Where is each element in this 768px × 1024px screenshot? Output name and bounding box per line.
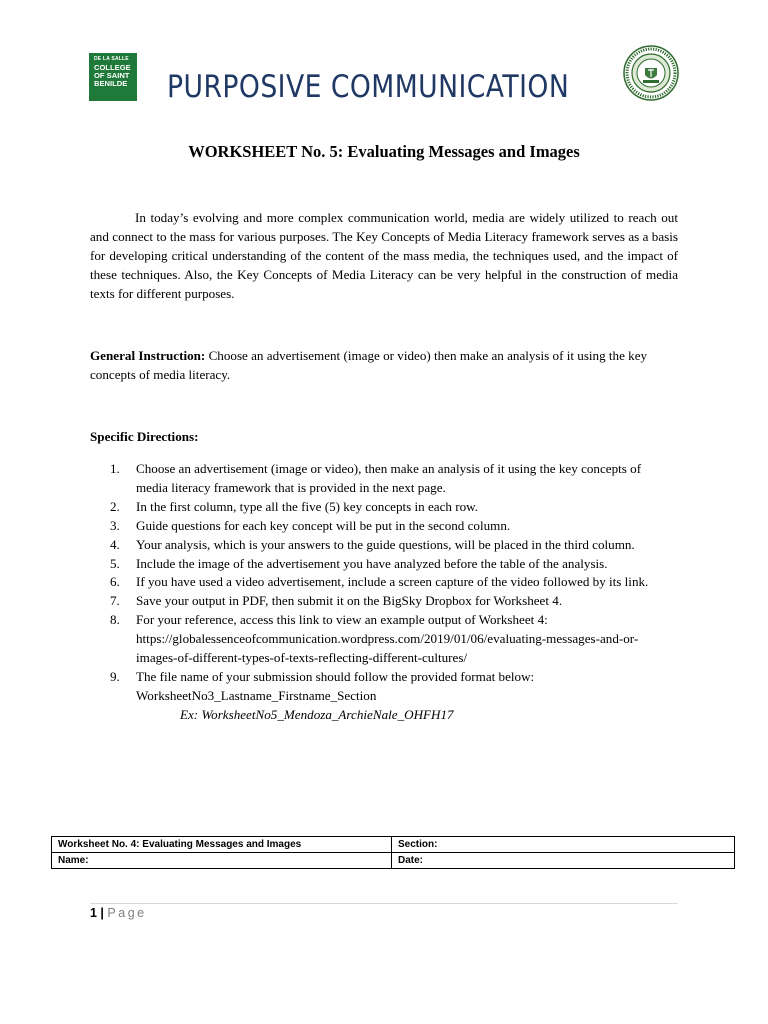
intro-paragraph: In today’s evolving and more complex communication world, media are widely utilized to reach out and connect to the mass for various purposes. The Key Concepts of Media Literacy framework serves as a basis for developing critical understanding of the content of the mass media, the techniques used, and the impact of these techniques. Also, the Key Concepts of Media Literacy can be very helpful in the construction of media texts for different purposes. [90, 210, 678, 301]
general-instruction-text: Choose an advertisement (image or video) then make an analysis of it using the key concepts of media literacy. [90, 348, 648, 382]
direction-text: Your analysis, which is your answers to the guide questions, will be placed in the third column. [136, 536, 635, 552]
course-title: PURPOSIVE COMMUNICATION [167, 69, 570, 105]
page-footer [90, 906, 147, 920]
page-separator: | [96, 906, 108, 920]
direction-text: Include the image of the advertisement you have analyzed before the table of the analysis. [136, 555, 608, 571]
reference-link[interactable]: https://globalessenceofcommunication.wordpress.com/2019/01/06/evaluating-messages-and-or- [136, 631, 639, 647]
student-info-table [51, 836, 735, 869]
logo-line-4: BENILDE [94, 79, 128, 89]
direction-item [110, 668, 685, 725]
direction-item [110, 498, 685, 517]
table-row [52, 837, 735, 853]
college-seal-icon [623, 45, 679, 101]
direction-text: The file name of your submission should follow the provided format below: [136, 668, 535, 684]
worksheet-title: WORKSHEET No. 5: Evaluating Messages and Images [188, 142, 580, 161]
direction-text: Save your output in PDF, then submit it on the BigSky Dropbox for Worksheet 4. [136, 593, 563, 609]
direction-number: 9. [110, 668, 120, 684]
direction-text: For your reference, access this link to view an example output of Worksheet 4: [136, 612, 548, 628]
table-row [52, 853, 735, 869]
direction-text: In the first column, type all the five (5) key concepts in each row. [136, 498, 479, 514]
direction-text: Guide questions for each key concept will be put in the second column. [136, 517, 511, 533]
direction-number: 7. [110, 593, 120, 609]
footer-divider [90, 903, 678, 904]
direction-item [110, 536, 685, 555]
filename-format: WorksheetNo3_Lastname_Firstname_Section [136, 687, 377, 703]
logo-line-2: COLLEGE [94, 63, 131, 73]
specific-directions-heading: Specific Directions: [90, 429, 199, 444]
name-field[interactable]: Name: [52, 853, 392, 869]
direction-item [110, 517, 685, 536]
logo-line-3: OF SAINT [94, 71, 130, 81]
direction-item [110, 592, 685, 611]
direction-item [110, 460, 685, 498]
direction-number: 4. [110, 536, 120, 552]
college-logo [89, 53, 137, 101]
direction-item [110, 555, 685, 574]
reference-link-continued[interactable]: images-of-different-types-of-texts-reflecting-different-cultures/ [136, 650, 468, 666]
worksheet-cell: Worksheet No. 4: Evaluating Messages and Images [52, 837, 392, 853]
page-label: Page [107, 906, 147, 920]
direction-number: 8. [110, 612, 120, 628]
general-instruction [90, 346, 678, 384]
direction-number: 5. [110, 555, 120, 571]
logo-line-1: DE LA SALLE [94, 56, 129, 62]
direction-text: Choose an advertisement (image or video), then make an analysis of it using the key concepts of [136, 461, 642, 476]
direction-number: 1. [110, 461, 120, 476]
filename-example: Ex: WorksheetNo5_Mendoza_ArchieNale_OHFH17 [180, 706, 454, 722]
section-field[interactable]: Section: [392, 837, 735, 853]
direction-item [110, 573, 685, 592]
general-instruction-label: General Instruction: [90, 348, 206, 363]
direction-item [110, 611, 685, 668]
date-field[interactable]: Date: [392, 853, 735, 869]
direction-text: If you have used a video advertisement, include a screen capture of the video followed by its link. [136, 574, 649, 590]
direction-number: 2. [110, 498, 120, 514]
direction-number: 3. [110, 517, 120, 533]
direction-number: 6. [110, 574, 120, 590]
page-number: 1 [90, 906, 97, 920]
directions-list [110, 460, 685, 725]
direction-text: media literacy framework that is provided in the next page. [136, 479, 446, 495]
